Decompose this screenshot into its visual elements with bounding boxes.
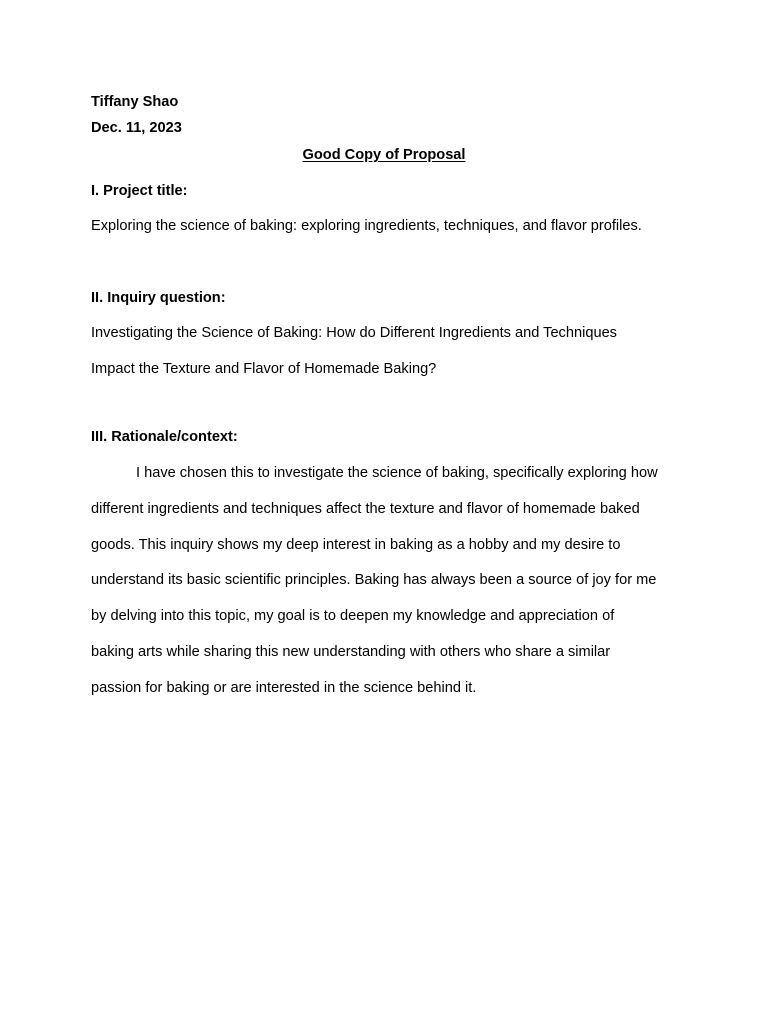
rationale-line: baking arts while sharing this new understanding with others who share a similar — [91, 644, 611, 660]
rationale-line: I have chosen this to investigate the science of baking, specifically exploring how — [136, 465, 658, 481]
rationale-line: by delving into this topic, my goal is to deepen my knowledge and appreciation of — [91, 608, 615, 624]
rationale-line: goods. This inquiry shows my deep interest in baking as a hobby and my desire to — [91, 537, 621, 553]
inquiry-line: Investigating the Science of Baking: How do Different Ingredients and Techniques — [91, 325, 617, 341]
rationale-line: passion for baking or are interested in the science behind it. — [91, 680, 477, 696]
section-heading-inquiry: II. Inquiry question: — [91, 290, 226, 306]
section-heading-rationale: III. Rationale/context: — [91, 429, 238, 445]
project-title-text: Exploring the science of baking: exploring ingredients, techniques, and flavor profiles. — [91, 218, 642, 234]
rationale-line: different ingredients and techniques affect the texture and flavor of homemade baked — [91, 501, 640, 517]
inquiry-line: Impact the Texture and Flavor of Homemade Baking? — [91, 361, 437, 377]
document-date: Dec. 11, 2023 — [91, 120, 182, 136]
section-heading-project-title: I. Project title: — [91, 183, 188, 199]
rationale-line: understand its basic scientific principles. Baking has always been a source of joy for me — [91, 572, 657, 588]
document-title: Good Copy of Proposal — [302, 147, 466, 163]
author-name: Tiffany Shao — [91, 94, 179, 110]
